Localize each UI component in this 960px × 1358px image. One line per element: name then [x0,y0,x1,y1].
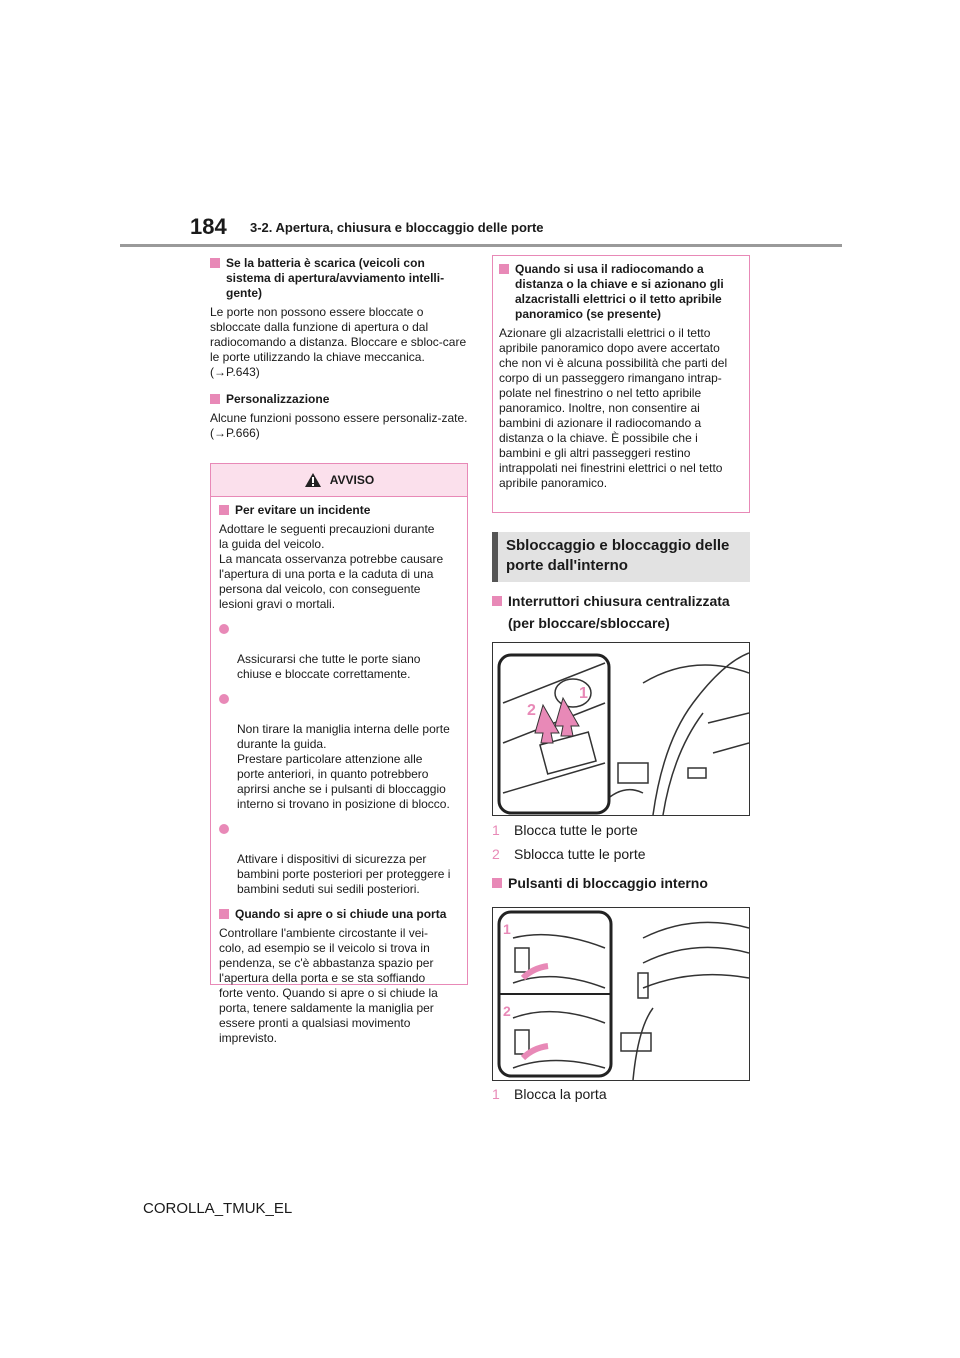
square-bullet-icon [499,264,509,274]
round-bullet-icon [219,694,229,704]
open-close-heading: Quando si apre o si chiude una porta [219,907,459,922]
square-bullet-icon [492,878,502,888]
bullet-doors-closed: Assicurarsi che tutte le porte siano chiuse e bloccate correttamente. [219,622,459,682]
accident-heading: Per evitare un incidente [219,503,459,518]
figure2-callout-1: 1 [503,921,511,937]
battery-heading: Se la batteria è scarica (veicoli con sistema di apertura/avviamento intelli-gente) [210,256,468,301]
battery-text: Le porte non possono essere bloccate o sbloccate dalla funzione di apertura o dal radiocomando a distanza. Bloccare e sbloc-care le porte utilizzando la chiave meccanica. (→P.643) [210,305,467,379]
bullet-handle: Non tirare la maniglia interna delle porte durante la guida. Prestare particolare attenzione alle porte anteriori, in quanto potrebbero aprirsi anche se i pulsanti di bloccaggio interno si trovano in posizione di blocco. [219,692,459,812]
round-bullet-icon [219,624,229,634]
door-switch-illustration [493,643,749,815]
custom-heading: Personalizzazione [210,392,468,407]
figure1-callout-1: 1 [579,685,588,702]
square-bullet-icon [219,909,229,919]
switch-heading: Interruttori chiusura centralizzata (per bloccare/sbloccare) [492,590,730,634]
accident-text: Adottare le seguenti precauzioni durante la guida del veicolo. La mancata osservanza potrebbe causare l'apertura di una porta e la caduta di una persona dal veicolo, con conseguente lesioni gravi o mortali. [219,522,444,611]
bullet-child-safety: Attivare i dispositivi di sicurezza per bambini porte posteriori per proteggere i bambini seduti sui sedili posteriori. [219,822,459,897]
section-header: 3-2. Apertura, chiusura e bloccaggio delle porte [250,220,544,235]
lock-button-heading: Pulsanti di bloccaggio interno [492,872,708,894]
remote-text: Azionare gli alzacristalli elettrici o il tetto apribile panoramico dopo avere accertato che non vi è alcuna possibilità che parti del corpo di un passeggero rimangano intrap- polate nel finestrino o nel tetto apribile panoramico. Inoltre, non consentire ai bambini di azionare il radiocomando a distanza o la chiave. È possibile che i bambini e gli altri passeggeri restino intrappolati nei finestrini elettrici o nel tetto apribile panoramico. [499,326,728,490]
square-bullet-icon [210,258,220,268]
round-bullet-icon [219,824,229,834]
figure-door-lock-switch [492,642,750,816]
info-box [492,255,750,513]
list-item-lock-door: 1 Blocca la porta [492,1086,607,1102]
list-item-lock-all: 1 Blocca tutte le porte [492,822,638,838]
square-bullet-icon [210,394,220,404]
left-column [210,256,468,441]
figure2-callout-2: 2 [503,1003,511,1019]
section-title: Sbloccaggio e bloccaggio delle porte dall'interno [492,532,750,582]
page-number: 184 [190,214,227,239]
figure-lock-button [492,907,750,1081]
remote-heading: Quando si usa il radiocomando a distanza o la chiave e si azionano gli alzacristalli elettrici o il tetto apribile panoramico (se presente) [499,262,743,322]
custom-text: Alcune funzioni possono essere personaliz-zate. (→P.666) [210,411,468,440]
square-bullet-icon [492,596,502,606]
lock-button-illustration [493,908,749,1080]
footer-model: COROLLA_TMUK_EL [143,1200,293,1217]
warning-box [210,463,468,1045]
square-bullet-icon [219,505,229,515]
header-rule [120,244,842,247]
warning-header: AVVISO [211,464,467,497]
open-close-text: Controllare l'ambiente circostante il vei- colo, ad esempio se il veicolo si trova in pendenza, se c'è abbastanza spazio per l'apertura della porta e se sta soffiando forte vento. Quando si apre o si chiude la porta, tenere saldamente la maniglia per essere pronti a qualsiasi movimento imprevisto. [219,926,438,1045]
list-item-unlock-all: 2 Sblocca tutte le porte [492,846,646,862]
figure1-callout-2: 2 [527,702,536,719]
warning-triangle-icon [304,472,322,488]
